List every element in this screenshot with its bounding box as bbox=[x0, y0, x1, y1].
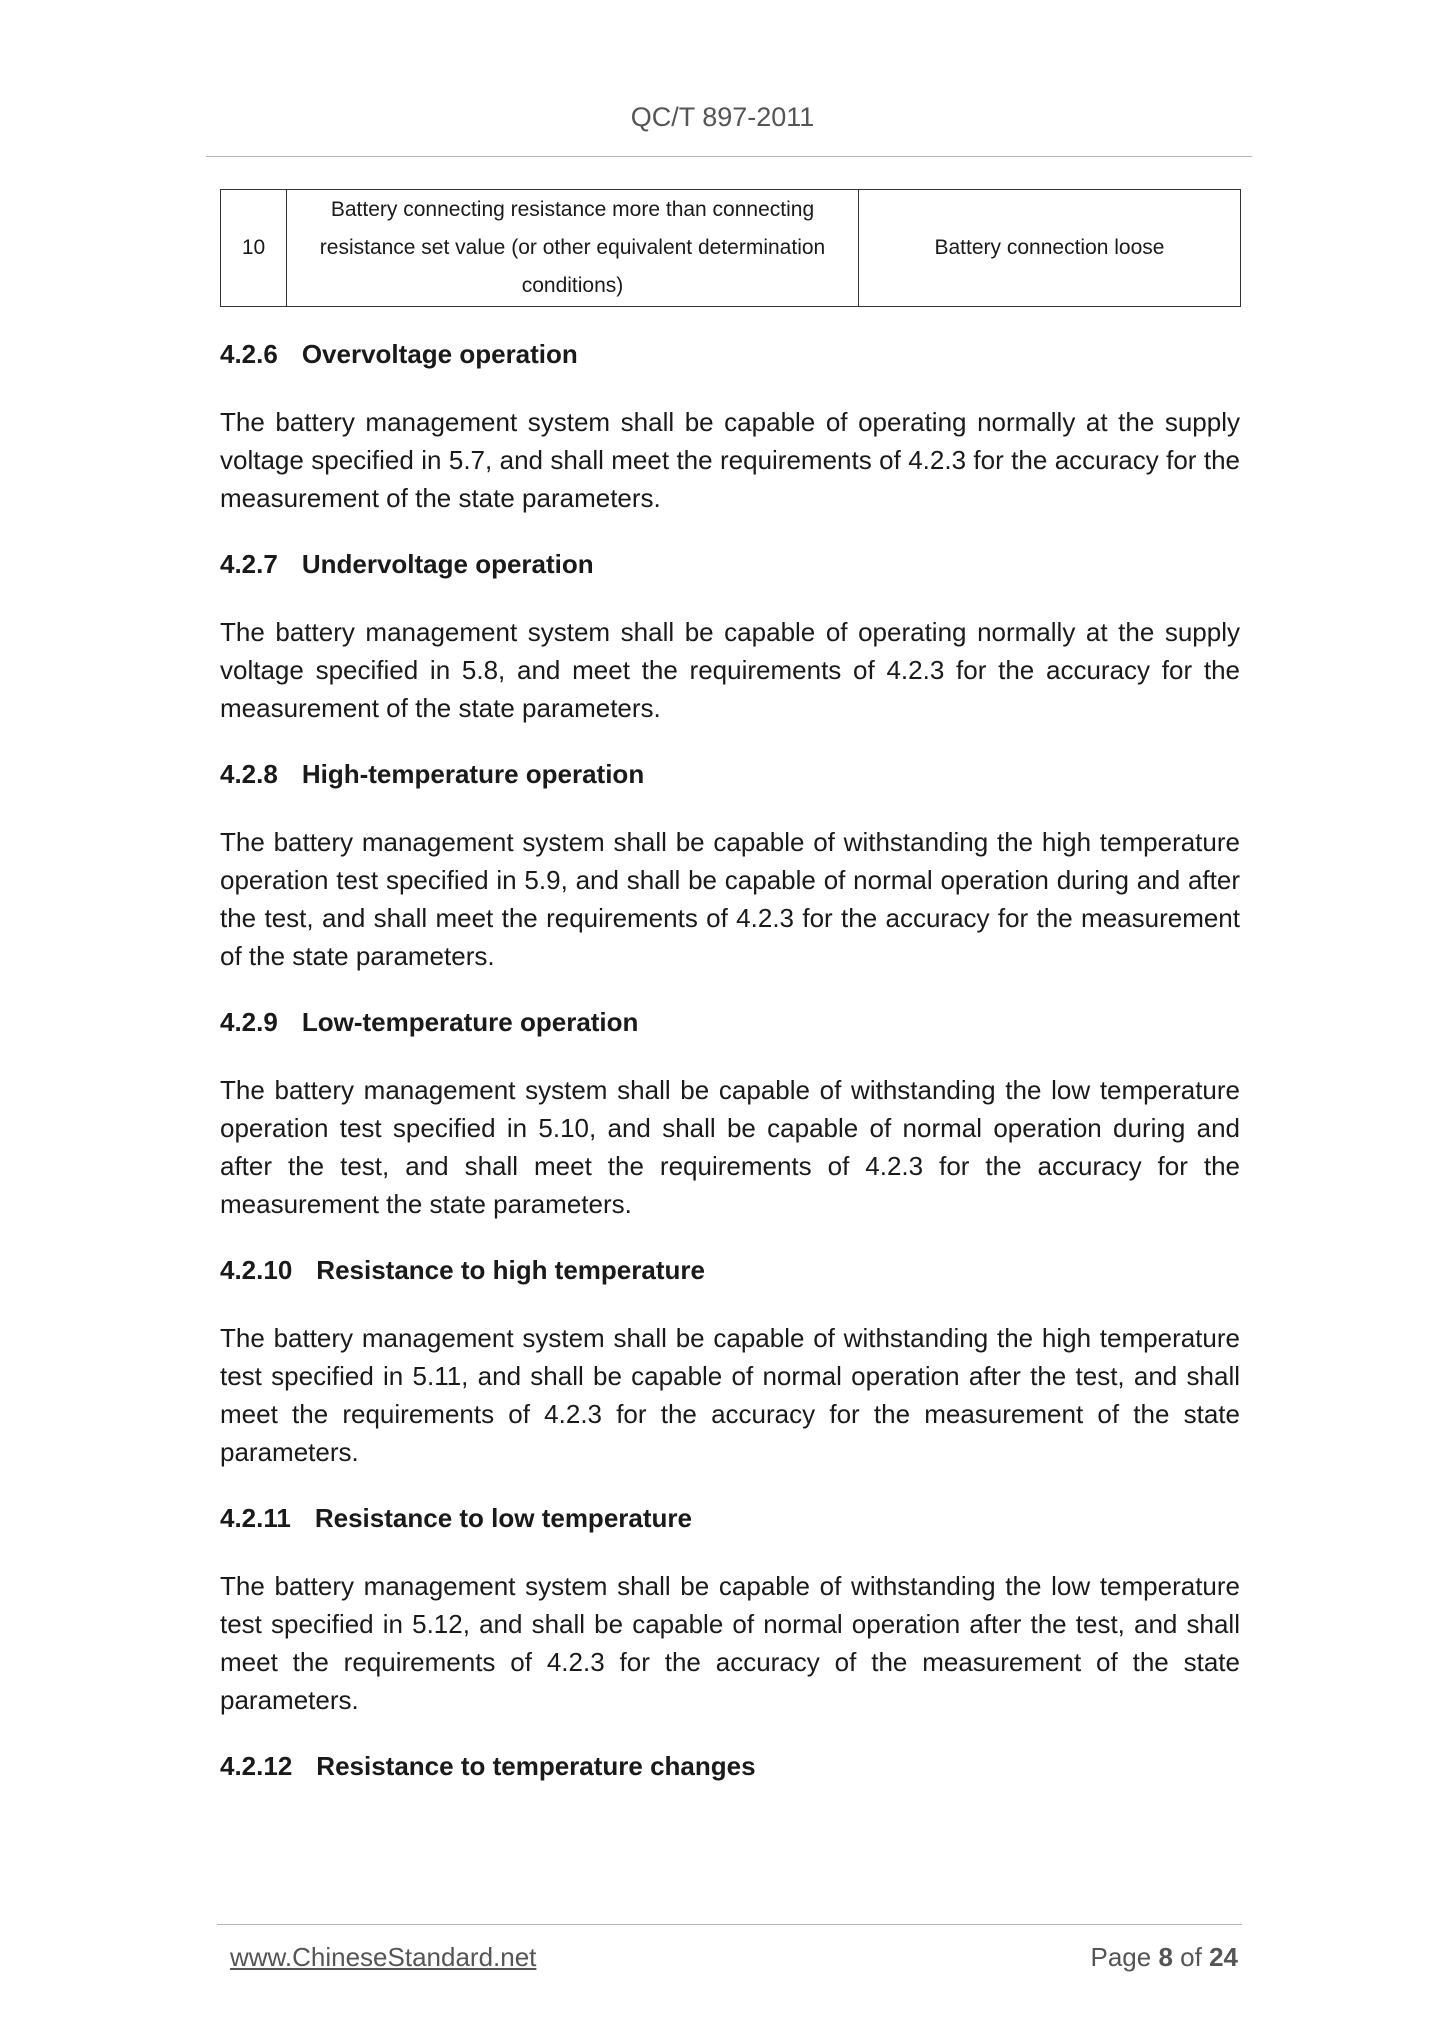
section-number: 4.2.9 bbox=[220, 1007, 278, 1037]
section-title: High-temperature operation bbox=[301, 759, 645, 789]
section-title: Overvoltage operation bbox=[301, 339, 578, 369]
section-title: Resistance to temperature changes bbox=[316, 1751, 756, 1781]
website-link[interactable]: www.ChineseStandard.net bbox=[230, 1942, 537, 1972]
table-cell-result: Battery connection loose bbox=[859, 190, 1241, 307]
section-title: Resistance to low temperature bbox=[314, 1503, 692, 1533]
table-cell-condition: Battery connecting resistance more than connecting resistance set value (or other equivalent determination conditions) bbox=[287, 190, 859, 307]
page-current: 8 bbox=[1158, 1942, 1173, 1972]
table-cell-number: 10 bbox=[221, 190, 287, 307]
section-heading-4-2-6 bbox=[220, 337, 1240, 371]
section-number: 4.2.10 bbox=[220, 1255, 293, 1285]
section-number: 4.2.12 bbox=[220, 1751, 293, 1781]
section-number: 4.2.8 bbox=[220, 759, 278, 789]
section-paragraph: The battery management system shall be capable of operating normally at the supply voltage specified in 5.7, and shall meet the requirements of 4.2.3 for the accuracy for the measurement of the state parameters. bbox=[220, 407, 1240, 513]
page-of: of bbox=[1180, 1942, 1202, 1972]
section-paragraph: The battery management system shall be capable of withstanding the low temperature operation test specified in 5.10, and shall be capable of normal operation during and after the test, and shall meet the requirements of 4.2.3 for the accuracy for the measurement the state parameters. bbox=[220, 1075, 1240, 1219]
section-heading-4-2-8 bbox=[220, 757, 1240, 791]
section-number: 4.2.6 bbox=[220, 339, 278, 369]
section-paragraph: The battery management system shall be capable of withstanding the high temperature test specified in 5.11, and shall be capable of normal operation after the test, and shall meet the requirements of 4.2.3 for the accuracy for the measurement of the state parameters. bbox=[220, 1323, 1240, 1467]
section-heading-4-2-12 bbox=[220, 1749, 1240, 1783]
header-divider bbox=[206, 156, 1252, 157]
section-heading-4-2-7 bbox=[220, 547, 1240, 581]
section-title: Resistance to high temperature bbox=[316, 1255, 705, 1285]
section-paragraph: The battery management system shall be capable of withstanding the low temperature test specified in 5.12, and shall be capable of normal operation after the test, and shall meet the requirements of 4.2.3 for the accuracy of the measurement of the state parameters. bbox=[220, 1571, 1240, 1715]
section-paragraph: The battery management system shall be capable of withstanding the high temperature operation test specified in 5.9, and shall be capable of normal operation during and after the test, and shall meet the requirements of 4.2.3 for the accuracy for the measurement of the state parameters. bbox=[220, 827, 1240, 971]
page-word: Page bbox=[1090, 1942, 1152, 1972]
section-number: 4.2.11 bbox=[220, 1503, 291, 1533]
document-body bbox=[220, 189, 1240, 1783]
section-heading-4-2-9 bbox=[220, 1005, 1240, 1039]
section-title: Low-temperature operation bbox=[301, 1007, 639, 1037]
page-header-title: QC/T 897-2011 bbox=[630, 102, 815, 132]
page-total: 24 bbox=[1209, 1942, 1238, 1972]
section-heading-4-2-11 bbox=[220, 1501, 1240, 1535]
section-title: Undervoltage operation bbox=[301, 549, 594, 579]
footer-divider bbox=[217, 1924, 1242, 1925]
section-heading-4-2-10 bbox=[220, 1253, 1240, 1287]
section-number: 4.2.7 bbox=[220, 549, 278, 579]
page-indicator bbox=[1090, 1942, 1238, 1973]
fault-table bbox=[220, 189, 1241, 307]
section-paragraph: The battery management system shall be capable of operating normally at the supply voltage specified in 5.8, and meet the requirements of 4.2.3 for the accuracy for the measurement of the state parameters. bbox=[220, 617, 1240, 723]
table-row bbox=[221, 190, 1241, 307]
